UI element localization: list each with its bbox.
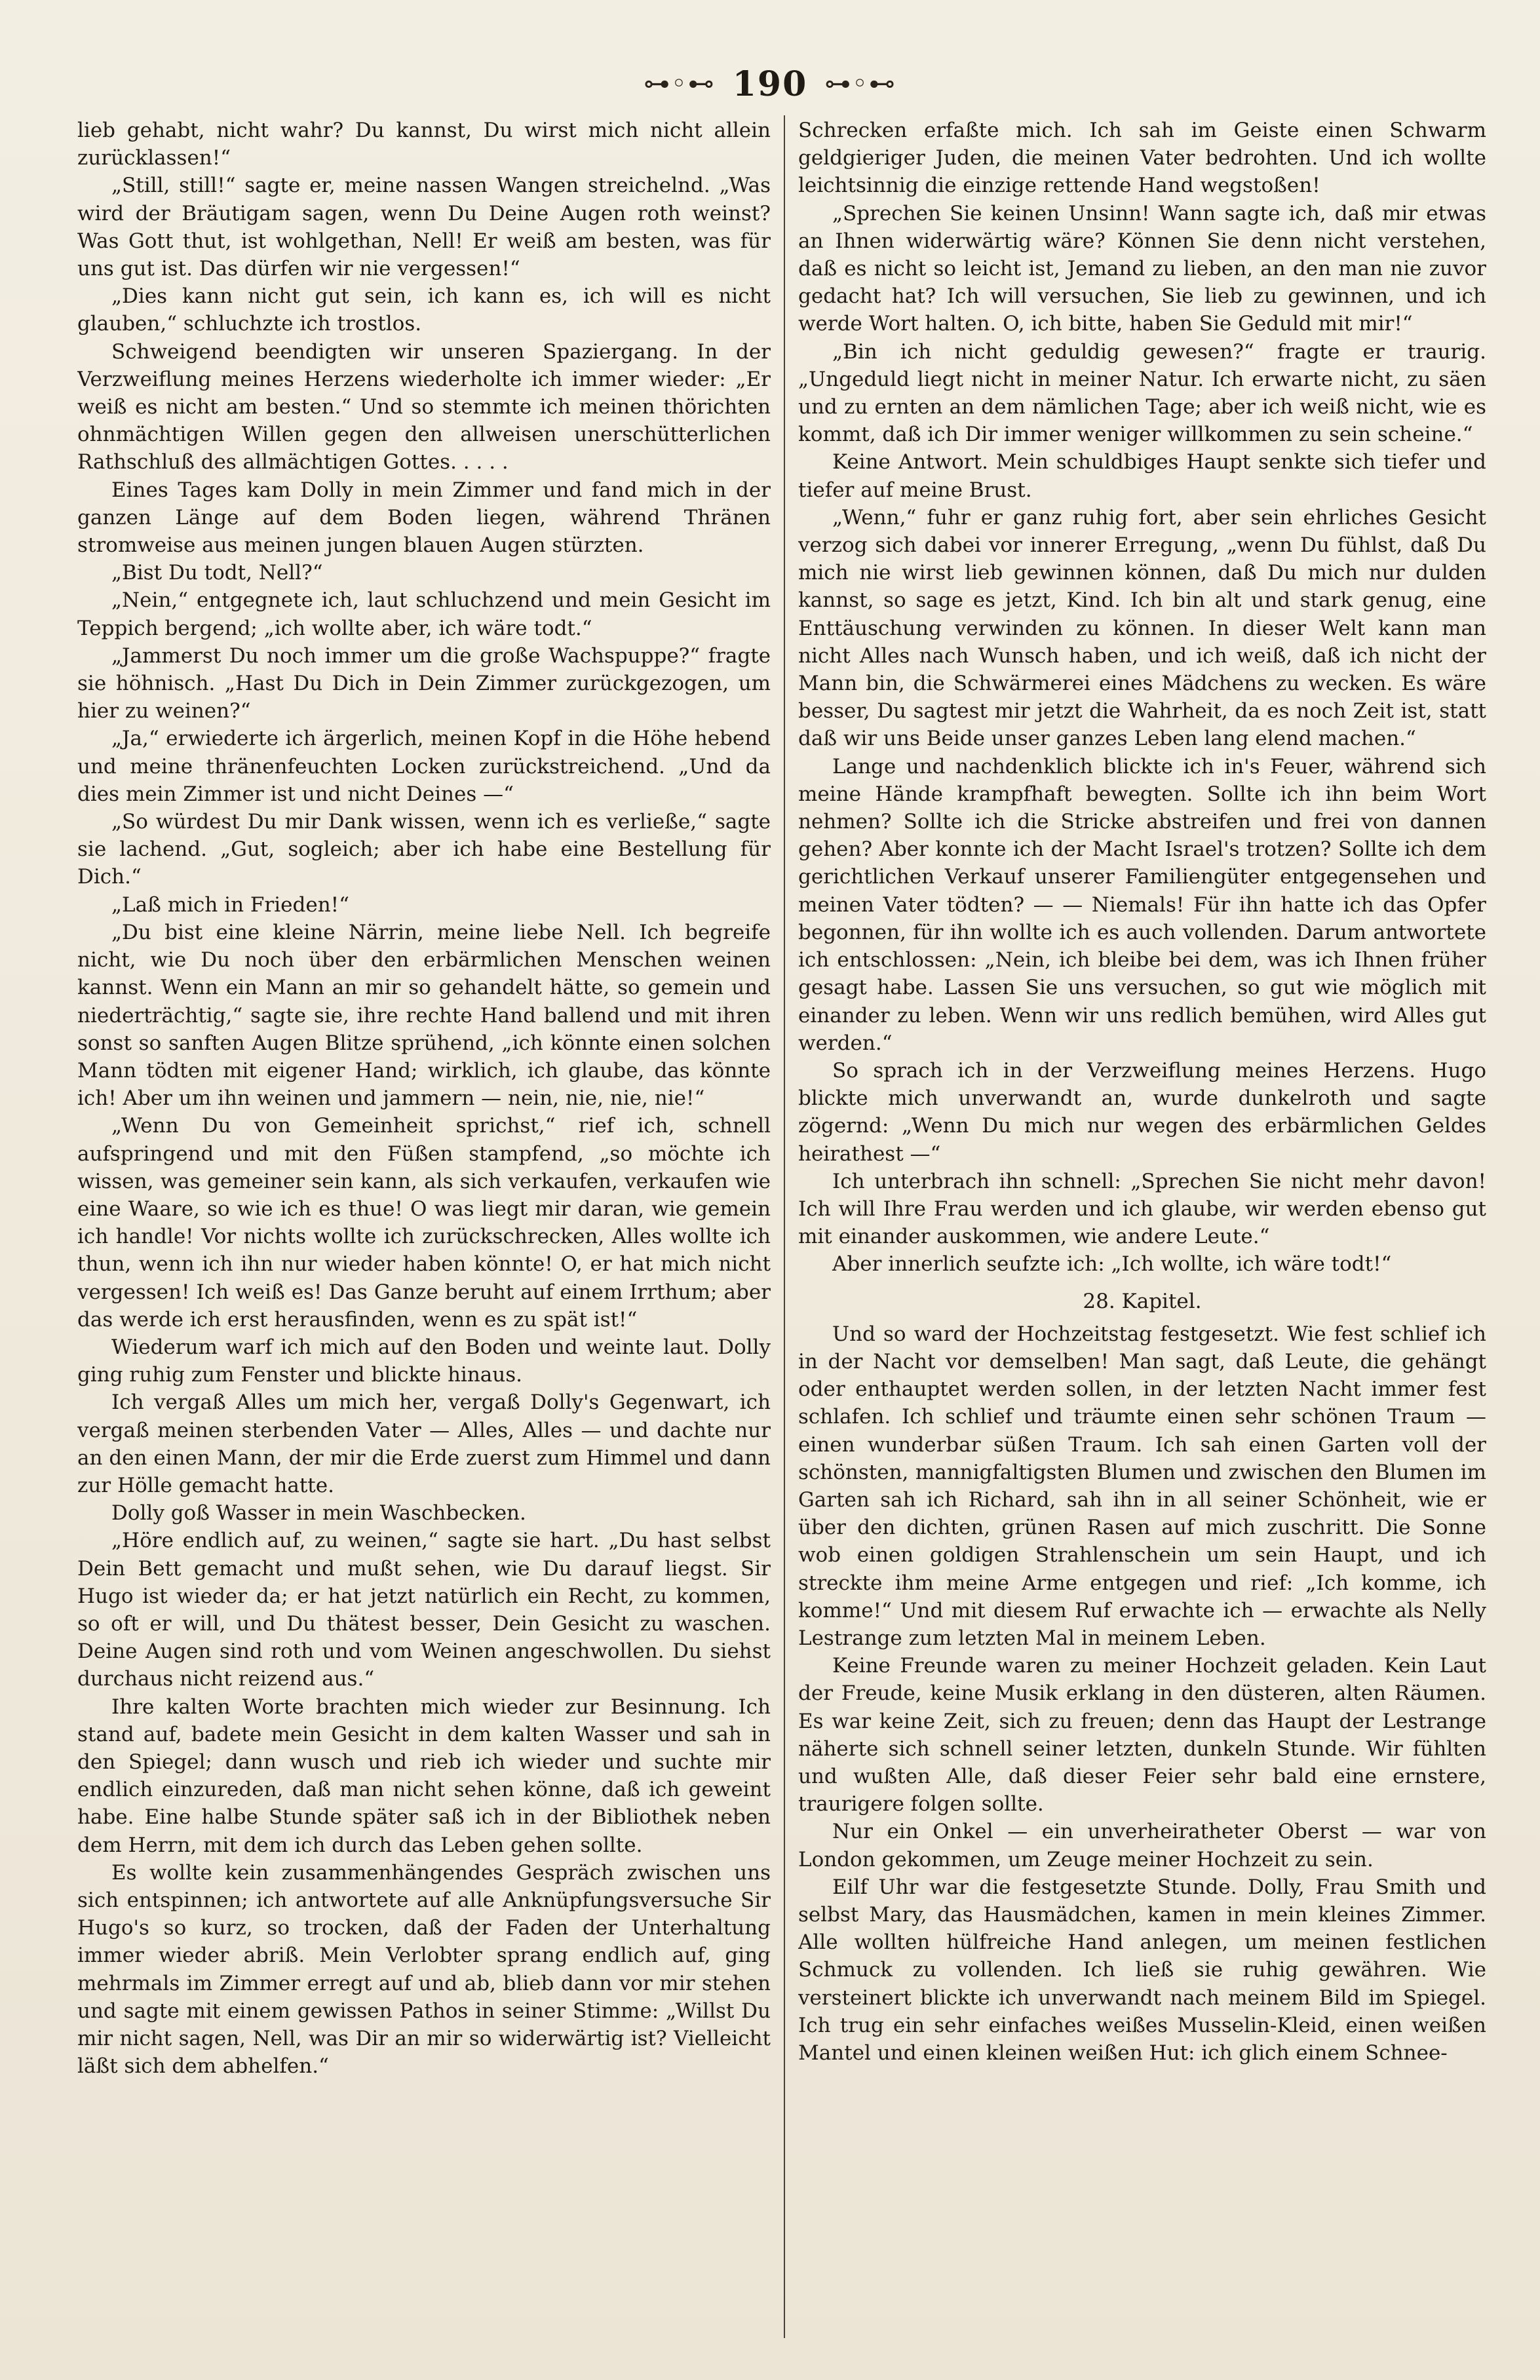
- paragraph: Schweigend beendigten wir unseren Spaziergang. In der Verzweiflung meines Herzens wiederholte ich immer wieder: „Er weiß es nicht am besten.“ Und so stemmte ich meinen thörichten ohnmächtigen Willen gegen den allweisen unerschütterlichen Rathschluß des allmächtigen Gottes. . . . .: [77, 339, 771, 474]
- paragraph: Es wollte kein zusammenhängendes Gespräch zwischen uns sich entspinnen; ich antwortete auf alle Anknüpfungsversuche Sir Hugo's so kurz, so trocken, daß der Faden der Unterhaltung immer wieder abriß. Mein Verlobter sprang endlich auf, ging mehrmals im Zimmer erregt auf und ab, blieb dann vor mir stehen und sagte mit einem gewissen Pathos in seiner Stimme: „Willst Du mir nicht sagen, Nell, was Dir an mir so widerwärtig ist? Vielleicht läßt sich dem abhelfen.“: [77, 1860, 771, 2079]
- chapter-heading: 28. Kapitel.: [1083, 1289, 1202, 1313]
- paragraph: „Laß mich in Frieden!“: [111, 892, 349, 917]
- paragraph: Lange und nachdenklich blickte ich in's Feuer, während sich meine Hände krampfhaft bewegten. Sollte ich ihn beim Wort nehmen? Sollte ich die Stricke abstreifen und frei von dannen gehen? Aber konnte ich der Macht Israel's trotzen? Sollte ich dem gerichtlichen Verkauf unserer Familiengüter entgegensehen und meinen Vater tödten? — — Niemals! Für ihn hatte ich das Opfer begonnen, für ihn wollte ich es auch vollenden. Darum antwortete ich entschlossen: „Nein, ich bleibe bei dem, was ich Ihnen früher gesagt habe. Lassen Sie uns versuchen, so gut wie möglich mit einander zu leben. Wenn wir uns redlich bemühen, wird Alles gut werden.“: [798, 754, 1486, 1055]
- paragraph: „Sprechen Sie keinen Unsinn! Wann sagte ich, daß mir etwas an Ihnen widerwärtig wäre? Können Sie denn nicht verstehen, daß es nicht so leicht ist, Jemand zu lieben, an den man nie zuvor gedacht hat? Ich will versuchen, Sie lieb zu gewinnen, und ich werde Wort halten. O, ich bitte, haben Sie Geduld mit mir!“: [798, 201, 1486, 336]
- left-column: [77, 117, 771, 2338]
- paragraph: „Du bist eine kleine Närrin, meine liebe Nell. Ich begreife nicht, wie Du noch über den erbärmlichen Menschen weinen kannst. Wenn ein Mann an mir so gehandelt hätte, so gemein und niederträchtig,“ sagte sie, ihre rechte Hand ballend und mit ihren sonst so sanften Augen Blitze sprühend, „ich könnte einen solchen Mann tödten mit eigener Hand; wirklich, ich glaube, das könnte ich! Aber um ihn weinen und jammern — nein, nie, nie, nie!“: [77, 920, 771, 1111]
- right-column: [798, 117, 1486, 2338]
- column-divider: [784, 115, 785, 2338]
- paragraph: „Höre endlich auf, zu weinen,“ sagte sie hart. „Du hast selbst Dein Bett gemacht und mußt sehen, wie Du darauf liegst. Sir Hugo ist wieder da; er hat jetzt natürlich ein Recht, zu kommen, so oft er will, und Du thätest besser, Dein Gesicht zu waschen. Deine Augen sind roth und vom Weinen angeschwollen. Du siehst durchaus nicht reizend aus.“: [77, 1529, 771, 1691]
- paragraph: Eines Tages kam Dolly in mein Zimmer und fand mich in der ganzen Länge auf dem Boden liegen, während Thränen stromweise aus meinen jungen blauen Augen stürzten.: [77, 478, 771, 558]
- paragraph: Dolly goß Wasser in mein Waschbecken.: [111, 1501, 526, 1526]
- paragraph: Schrecken erfaßte mich. Ich sah im Geiste einen Schwarm geldgieriger Juden, die meinen Vater bedrohten. Und ich wollte leichtsinnig die einzige rettende Hand wegstoßen!: [798, 119, 1486, 198]
- paragraph: lieb gehabt, nicht wahr? Du kannst, Du wirst mich nicht allein zurücklassen!“: [77, 119, 771, 170]
- paragraph: Keine Freunde waren zu meiner Hochzeit geladen. Kein Laut der Freude, keine Musik erklang in den düsteren, alten Räumen. Es war keine Zeit, sich zu freuen; denn das Haupt der Lestrange näherte sich schnell seiner letzten, dunkeln Stunde. Wir fühlten und wußten Alle, daß dieser Feier sehr bald eine ernstere, traurigere folgen sollte.: [798, 1654, 1486, 1816]
- paragraph: „Jammerst Du noch immer um die große Wachspuppe?“ fragte sie höhnisch. „Hast Du Dich in Dein Zimmer zurückgezogen, um hier zu weinen?“: [77, 643, 771, 723]
- paragraph: Nur ein Onkel — ein unverheiratheter Oberst — war von London gekommen, um Zeuge meiner Hochzeit zu sein.: [798, 1820, 1486, 1871]
- ornament-left-icon: ⊶◦⊷: [644, 69, 716, 99]
- paragraph: „So würdest Du mir Dank wissen, wenn ich es verließe,“ sagte sie lachend. „Gut, sogleich; aber ich habe eine Bestellung für Dich.“: [77, 810, 771, 889]
- paragraph: „Nein,“ entgegnete ich, laut schluchzend und mein Gesicht im Teppich bergend; „ich wollte aber, ich wäre todt.“: [77, 588, 771, 640]
- paragraph: Eilf Uhr war die festgesetzte Stunde. Dolly, Frau Smith und selbst Mary, das Hausmädchen, kamen in mein kleines Zimmer. Alle wollten hülfreiche Hand anlegen, um meinen festlichen Schmuck zu vollenden. Ich ließ sie ruhig gewähren. Wie versteinert blickte ich unverwandt nach meinem Bild im Spiegel. Ich trug ein sehr einfaches weißes Musselin-Kleid, einen weißen Mantel und einen kleinen weißen Hut: ich glich einem Schnee-: [798, 1875, 1486, 2065]
- paragraph: „Bist Du todt, Nell?“: [111, 561, 323, 585]
- paragraph: „Bin ich nicht geduldig gewesen?“ fragte er traurig. „Ungeduld liegt nicht in meiner Natur. Ich erwarte nicht, zu säen und zu ernten an dem nämlichen Tage; aber ich weiß nicht, wie es kommt, daß ich Dir immer weniger willkommen zu sein scheine.“: [798, 339, 1486, 447]
- paragraph: Und so ward der Hochzeitstag festgesetzt. Wie fest schlief ich in der Nacht vor demselben! Man sagt, daß Leute, die gehängt oder enthauptet werden sollen, in der letzten Nacht immer fest schlafen. Ich schlief und träumte einen sehr schönen Traum — einen wunderbar süßen Traum. Ich sah einen Garten voll der schönsten, mannigfaltigsten Blumen und zwischen den Blumen im Garten sah ich Richard, sah ihn in all seiner Schönheit, wie er über den dichten, grünen Rasen auf mich zuschritt. Die Sonne wob einen goldigen Strahlenschein um sein Haupt, und ich streckte ihm meine Arme entgegen und rief: „Ich komme, ich komme!“ Und mit diesem Ruf erwachte ich — erwachte als Nelly Lestrange zum letzten Mal in meinem Leben.: [798, 1322, 1486, 1650]
- paragraph: Aber innerlich seufzte ich: „Ich wollte, ich wäre todt!“: [832, 1252, 1392, 1276]
- paragraph: „Wenn Du von Gemeinheit sprichst,“ rief ich, schnell aufspringend und mit den Füßen stampfend, „so möchte ich wissen, was gemeiner sein kann, als sich verkaufen, verkaufen wie eine Waare, so wie ich es thue! O was liegt mir daran, wie gemein ich handle! Vor nichts wollte ich zurückschrecken, Alles wollte ich thun, wenn ich ihn nur wieder haben könnte! O, er hat mich nicht vergessen! Ich weiß es! Das Ganze beruht auf einem Irrthum; aber das werde ich erst herausfinden, wenn es zu spät ist!“: [77, 1114, 771, 1332]
- paragraph: „Dies kann nicht gut sein, ich kann es, ich will es nicht glauben,“ schluchzte ich trostlos.: [77, 284, 771, 336]
- paragraph: Ihre kalten Worte brachten mich wieder zur Besinnung. Ich stand auf, badete mein Gesicht in dem kalten Wasser und sah in den Spiegel; dann wusch und rieb ich wieder und suchte mir endlich einzureden, daß man nicht sehen könne, daß ich geweint habe. Eine halbe Stunde später saß ich in der Bibliothek neben dem Herrn, mit dem ich durch das Leben gehen sollte.: [77, 1695, 771, 1857]
- paragraph: Ich vergaß Alles um mich her, vergaß Dolly's Gegenwart, ich vergaß meinen sterbenden Vater — Alles, Alles — und dachte nur an den einen Mann, der mir die Erde zuerst zum Himmel und dann zur Hölle gemacht hatte.: [77, 1391, 771, 1497]
- page-number: 190: [732, 64, 808, 104]
- paragraph: Wiederum warf ich mich auf den Boden und weinte laut. Dolly ging ruhig zum Fenster und blickte hinaus.: [77, 1335, 771, 1387]
- paragraph: So sprach ich in der Verzweiflung meines Herzens. Hugo blickte mich unverwandt an, wurde dunkelroth und sagte zögernd: „Wenn Du mich nur wegen des erbärmlichen Geldes heirathest —“: [798, 1058, 1486, 1166]
- page-header: [0, 58, 1540, 110]
- paragraph: Ich unterbrach ihn schnell: „Sprechen Sie nicht mehr davon! Ich will Ihre Frau werden und ich glaube, wir werden ebenso gut mit einander auskommen, wie andere Leute.“: [798, 1169, 1486, 1249]
- paragraph: „Ja,“ erwiederte ich ärgerlich, meinen Kopf in die Höhe hebend und meine thränenfeuchten Locken zurückstreichend. „Und da dies mein Zimmer ist und nicht Deines —“: [77, 727, 771, 806]
- paragraph: „Wenn,“ fuhr er ganz ruhig fort, aber sein ehrliches Gesicht verzog sich dabei vor innerer Erregung, „wenn Du fühlst, daß Du mich nie wirst lieb gewinnen können, daß Du mich nur dulden kannst, so sage es jetzt, Kind. Ich bin alt und stark genug, eine Enttäuschung verwinden zu können. In dieser Welt kann man nicht Alles nach Wunsch haben, und ich weiß, daß ich nicht der Mann bin, die Schwärmerei eines Mädchens zu wecken. Es wäre besser, Du sagtest mir jetzt die Wahrheit, da es noch Zeit ist, statt daß wir uns Beide unser ganzes Leben lang elend machen.“: [798, 505, 1486, 751]
- paragraph: „Still, still!“ sagte er, meine nassen Wangen streichelnd. „Was wird der Bräutigam sagen, wenn Du Deine Augen roth weinst? Was Gott thut, ist wohlgethan, Nell! Er weiß am besten, was für uns gut ist. Das dürfen wir nie vergessen!“: [77, 174, 771, 281]
- paragraph: Keine Antwort. Mein schuldbiges Haupt senkte sich tiefer und tiefer auf meine Brust.: [798, 450, 1486, 502]
- ornament-right-icon: ⊶◦⊷: [824, 69, 896, 99]
